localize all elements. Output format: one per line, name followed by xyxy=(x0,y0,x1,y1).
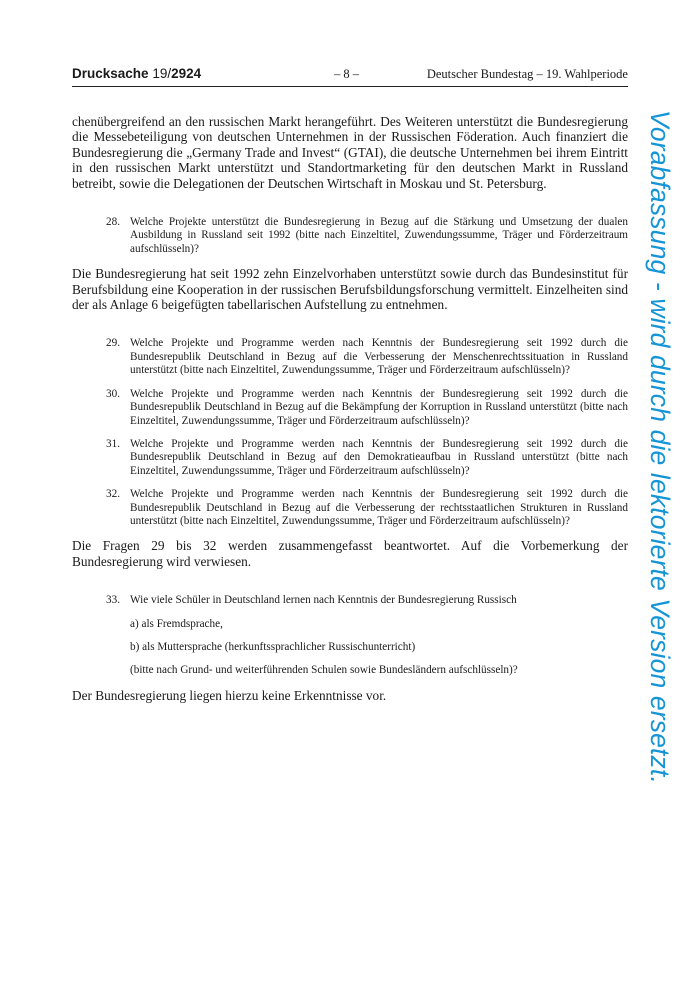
question-number: 30. xyxy=(106,387,120,400)
question-number: 32. xyxy=(106,488,120,501)
question-number: 28. xyxy=(106,216,120,229)
drucksache-label: Drucksache xyxy=(72,66,149,81)
question-number: 29. xyxy=(106,337,120,350)
drucksache-number-prefix: 19/ xyxy=(152,66,172,81)
document-number xyxy=(72,66,201,81)
page-body xyxy=(72,114,628,703)
watermark-text: Vorabfassung - wird durch die lektorierte Version ersetzt. xyxy=(645,110,675,784)
answer-29-32: Die Fragen 29 bis 32 werden zusammengefasst beantwortet. Auf die Vorbemerkung der Bundesregierung wird verwiesen. xyxy=(72,538,628,569)
question-text: Welche Projekte und Programme werden nach Kenntnis der Bundesregierung seit 1992 durch die Bundesrepublik Deutschland in Bezug auf den Demokratieaufbau in Russland unterstützt (bitte nach Einzeltitel, Zuwendungssumme, Träger und Förderzeitraum aufschlüsseln)? xyxy=(130,437,628,477)
answer-33: Der Bundesregierung liegen hierzu keine Erkenntnisse vor. xyxy=(72,687,387,703)
page-number: – 8 – xyxy=(334,67,359,81)
question-28 xyxy=(106,216,628,256)
page-header xyxy=(72,66,628,87)
question-30 xyxy=(106,388,628,428)
question-text: Welche Projekte und Programme werden nach Kenntnis der Bundesregierung seit 1992 durch die Bundesrepublik Deutschland in Bezug auf die Verbesserung der rechtsstaatlichen Strukturen in Russland unterstützt (bitte nach Einzeltitel, Zuwendungssumme, Träger und Förderzeitraum aufschlüsseln)? xyxy=(130,488,628,527)
question-32 xyxy=(106,488,628,528)
answer-28: Die Bundesregierung hat seit 1992 zehn Einzelvorhaben unterstützt sowie durch das Bundesinstitut für Berufsbildung eine Kooperation in der russischen Berufsbildungsforschung vermittelt. Einzelheiten sind der als Anlage 6 beigefügten tabellarischen Aufstellung zu entnehmen. xyxy=(72,266,628,313)
answer-paragraph-continued: chenübergreifend an den russischen Markt herangeführt. Des Weiteren unterstützt die Bundesregierung die Messebeteiligung von deutschen Unternehmen in der Russischen Föderation. Auch finanziert die Bundesregierung die „Germany Trade and Invest“ (GTAI), die deutsche Unternehmen bei ihrem Eintritt in den russischen Markt unterstützt und Standortmarketing für den deutschen Markt in Russland betreibt, sowie die Delegationen der Deutschen Wirtschaft in Moskau und St. Petersburg. xyxy=(72,114,628,191)
question-33 xyxy=(106,594,628,607)
question-text: Welche Projekte unterstützt die Bundesregierung in Bezug auf die Stärkung und Umsetzung der dualen Ausbildung in Russland seit 1992 (bitte nach Einzeltitel, Zuwendungssumme, Träger und Förderzeitraum aufschlüsseln)? xyxy=(130,216,628,255)
question-text: Wie viele Schüler in Deutschland lernen nach Kenntnis der Bundesregierung Russisch xyxy=(130,594,517,607)
question-text: Welche Projekte und Programme werden nach Kenntnis der Bundesregierung seit 1992 durch die Bundesrepublik Deutschland in Bezug auf die Verbesserung der Menschenrechtssituation in Russland unterstützt (bitte nach Einzeltitel, Zuwendungssumme, Träger und Förderzeitraum aufschlüsseln)? xyxy=(130,337,628,377)
question-33-note: (bitte nach Grund- und weiterführenden Schulen sowie Bundesländern aufschlüsseln)? xyxy=(130,664,518,677)
draft-watermark xyxy=(641,110,681,900)
publisher-period: Deutscher Bundestag – 19. Wahlperiode xyxy=(426,67,628,81)
question-33-option-b: b) als Muttersprache (herkunftssprachlicher Russischunterricht) xyxy=(130,640,416,653)
question-text: Welche Projekte und Programme werden nach Kenntnis der Bundesregierung seit 1992 durch die Bundesrepublik Deutschland in Bezug auf die Bekämpfung der Korruption in Russland unterstützt (bitte nach Einzeltitel, Zuwendungssumme, Träger und Förderzeitraum aufschlüsseln)? xyxy=(130,387,628,427)
drucksache-number: 2924 xyxy=(171,66,202,81)
question-number: 31. xyxy=(106,437,120,450)
question-33-option-a: a) als Fremdsprache, xyxy=(130,617,223,630)
question-number: 33. xyxy=(106,594,120,607)
question-29 xyxy=(106,337,628,377)
question-31 xyxy=(106,438,628,478)
